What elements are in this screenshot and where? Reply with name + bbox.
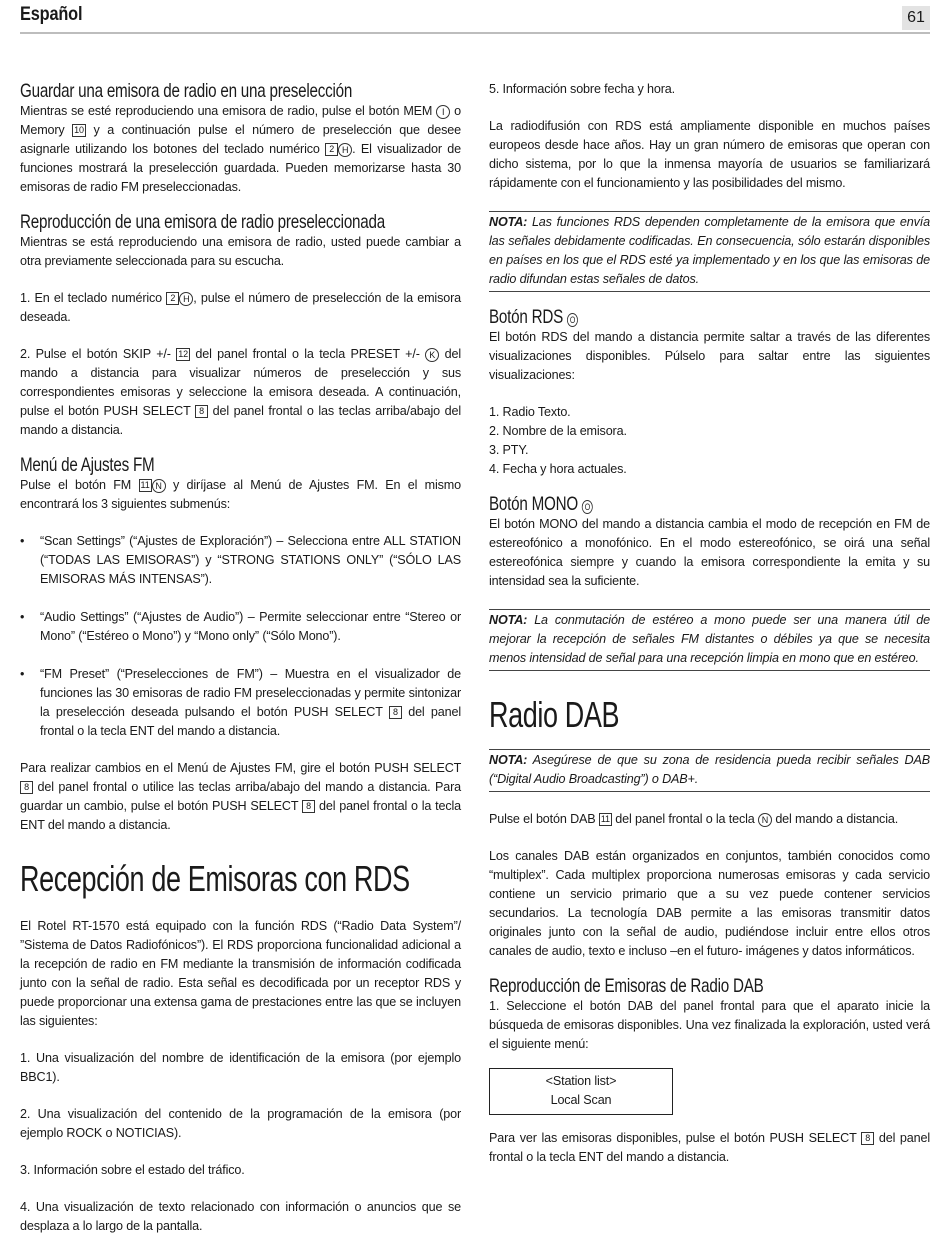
list-item: 2. Nombre de la emisora. (489, 424, 627, 438)
mono-button-paragraph: El botón MONO del mando a distancia cambia el modo de recepción en FM de estereofónico a monofónico. En el modo estereofónico, se oirá una señal estereofónica siempre y cuando la emisora correspondiente la emita y su intensidad sea la suficiente. (489, 517, 930, 588)
push-select-key-icon: 8 (861, 1132, 874, 1145)
fm-settings-change-paragraph: Para realizar cambios en el Menú de Ajustes FM, gire el botón PUSH SELECT 8 del panel frontal o utilice las teclas arriba/abajo del mando a distancia. Para guardar un cambio, pulse el botón PUSH SELECT 8 del panel frontal o la tecla ENT del mando a distancia. (20, 761, 461, 832)
page-number: 61 (902, 6, 930, 30)
menu-line-local-scan: Local Scan (550, 1093, 612, 1107)
section-title-fm-settings: Menú de Ajustes FM (20, 454, 155, 476)
note-text: Asegúrese de que su zona de residencia pueda recibir señales DAB (“Digital Audio Broadcasting”) o DAB+. (489, 753, 930, 786)
dab-multiplex-paragraph: Los canales DAB están organizados en conjuntos, también conocidos como “multiplex”. Cada multiplex proporciona numerosas emisoras y cada servicio contiene un servicio primario que a su vez puede contener servicios secundarios. La tecnología DAB permite a las emisoras transmitir datos originales junto con la señal de audio, pudiéndose incluir entre ellos otros canales de audio, texto e incluso –en el futuro- imágenes y datos informáticos. (489, 849, 930, 958)
rds-button-paragraph: El botón RDS del mando a distancia permite saltar a través de las diferentes visualizaciones disponibles. Púlselo para saltar entre las siguientes visualizaciones: (489, 330, 930, 382)
rds-remote-key-icon: O (567, 313, 578, 327)
push-select-key-icon: 8 (20, 781, 33, 794)
preset-remote-key-icon: K (425, 348, 439, 362)
rds-feature-4: 4. Una visualización de texto relacionado con información o anuncios que se desplaza a lo largo de la pantalla. (20, 1200, 461, 1233)
fm-settings-intro: Pulse el botón FM 11 N y diríjase al Menú de Ajustes FM. En el mismo encontrará los 3 siguientes submenús: (20, 478, 461, 511)
note-text: La conmutación de estéreo a mono puede ser una manera útil de mejorar la recepción de señales FM distantes o débiles ya que se necesita menos intensidad de señal para una recepción limpia en mono que en estéreo. (489, 613, 930, 665)
memory-key-icon: 10 (74, 125, 84, 135)
dab-button-paragraph: Pulse el botón DAB 11 del panel frontal o la tecla N del mando a distancia. (489, 812, 899, 826)
heading-radio-dab: Radio DAB (489, 694, 620, 735)
menu-line-station-list: <Station list> (545, 1074, 617, 1088)
save-preset-paragraph: Mientras se esté reproduciendo una emisora de radio, pulse el botón MEM I o Memory 10 y a continuación pulse el número de preselección que desee asignarle utilizando los botones del teclado numérico 2 H . El visualizador de funciones mostrará la preselección guardada. Pueden memorizarse hasta 30 emisoras de radio FM preseleccionadas. (20, 104, 461, 194)
right-column (489, 80, 930, 1167)
section-title-save-preset: Guardar una emisora de radio en una preselección (20, 80, 353, 102)
dab-playback-step1: 1. Seleccione el botón DAB del panel frontal para que el aparato inicie la búsqueda de emisoras disponibles. Una vez finalizada la exploración, usted verá el siguiente menú: (489, 999, 930, 1051)
section-title-rds-button: Botón RDS O (489, 306, 833, 328)
play-preset-step2: 2. Pulse el botón SKIP +/- 12 del panel frontal o la tecla PRESET +/- K del mando a distancia para visualizar números de preselección y sus correspondientes emisoras y seleccione la emisora deseada. A continuación, pulse el botón PUSH SELECT 8 del panel frontal o las teclas arriba/abajo del mando a distancia. (20, 347, 461, 437)
note-label: NOTA: (489, 215, 528, 229)
play-preset-intro: Mientras se está reproduciendo una emisora de radio, usted puede cambiar a otra previamente seleccionada para su escucha. (20, 235, 461, 268)
list-item: • “FM Preset” (“Preselecciones de FM”) – Muestra en el visualizador de funciones las 30 emisoras de radio FM preseleccionadas y permite sintonizar la preselección deseada pulsando el botón PUSH SELECT 8 del panel frontal o la tecla ENT del mando a distancia. (20, 665, 461, 741)
fm-submenu-list (20, 532, 461, 741)
push-select-key-icon: 8 (389, 706, 402, 719)
dab-remote-key-icon: N (758, 813, 772, 827)
note-text: Las funciones RDS dependen completamente de la emisora que envía las señales debidamente codificadas. En consecuencia, sólo estarán disponibles en países en los que el RDS esté ya implementado y en los que las emisoras de radio difundan estas señales de datos. (489, 215, 930, 286)
rds-display-list (489, 403, 930, 479)
list-item: • “Audio Settings” (“Ajustes de Audio”) – Permite seleccionar entre “Stereo or Mono” (“Estéreo o Mono”) y “Mono only” (“Sólo Mono”). (20, 608, 461, 646)
list-item: 3. PTY. (489, 443, 529, 457)
numeric-remote-key-icon: H (338, 143, 352, 157)
dab-playback-step2: Para ver las emisoras disponibles, pulse el botón PUSH SELECT 8 del panel frontal o la tecla ENT del mando a distancia. (489, 1131, 930, 1164)
section-title-dab-playback: Reproducción de Emisoras de Radio DAB (489, 975, 764, 997)
rds-feature-2: 2. Una visualización del contenido de la programación de la emisora (por ejemplo ROCK o NOTICIAS). (20, 1107, 461, 1140)
list-item: 4. Fecha y hora actuales. (489, 462, 627, 476)
fm-remote-key-icon: N (152, 479, 166, 493)
note-mono (489, 609, 930, 671)
play-preset-step1: 1. En el teclado numérico 2 H , pulse el número de preselección de la emisora deseada. (20, 291, 461, 324)
list-item: • “Scan Settings” (“Ajustes de Exploración”) – Selecciona entre ALL STATION (“TODAS LAS EMISORAS”) y “STRONG STATIONS ONLY” (“SÓLO LAS EMISORAS MÁS INTENSAS”). (20, 532, 461, 589)
note-dab (489, 749, 930, 792)
fm-key-icon: 11 (140, 480, 150, 490)
rds-feature-1: 1. Una visualización del nombre de identificación de la emisora (por ejemplo BBC1). (20, 1051, 461, 1084)
dab-key-icon: 11 (600, 814, 610, 824)
skip-key-icon: 12 (178, 349, 188, 359)
push-select-key-icon: 8 (195, 405, 208, 418)
list-item: 1. Radio Texto. (489, 405, 571, 419)
rds-intro-paragraph: El Rotel RT-1570 está equipado con la función RDS (“Radio Data System”/ ”Sistema de Datos Radiofónicos”). El RDS proporciona funcionalidad adicional a la recepción de radio en FM mediante la transmisión de información codificada junto con la señal de radio. Esta señal es decodificada por un receptor RDS y puede proporcionar una extensa gama de prestaciones entre las que se incluyen las siguientes: (20, 919, 461, 1028)
numeric-key-icon: 2 (166, 292, 179, 305)
heading-rds-reception: Recepción de Emisoras con RDS (20, 858, 410, 899)
section-title-play-preset: Reproducción de una emisora de radio preseleccionada (20, 211, 385, 233)
rds-feature-5: 5. Información sobre fecha y hora. (489, 82, 676, 96)
station-list-menu-display (489, 1068, 673, 1115)
mono-remote-key-icon: O (582, 500, 593, 514)
numeric-remote-key-icon: H (179, 292, 193, 306)
section-title-mono-button: Botón MONO O (489, 493, 833, 515)
page-header (20, 2, 930, 34)
rds-feature-3: 3. Información sobre el estado del tráfico. (20, 1163, 245, 1177)
numeric-key-icon: 2 (325, 143, 338, 156)
push-select-key-icon: 8 (302, 800, 315, 813)
rds-availability-paragraph: La radiodifusión con RDS está ampliamente disponible en muchos países europeos desde hace años. Hay un gran número de emisoras que operan con dicho sistema, por lo que la inmensa mayoría de usuarios se familiarizará rápidamente con el funcionamiento y las posibilidades del mismo. (489, 119, 930, 190)
note-label: NOTA: (489, 613, 528, 627)
language-label: Español (20, 4, 83, 25)
note-rds (489, 211, 930, 292)
note-label: NOTA: (489, 753, 528, 767)
mem-key-icon: I (436, 105, 450, 119)
left-column (20, 80, 461, 1236)
